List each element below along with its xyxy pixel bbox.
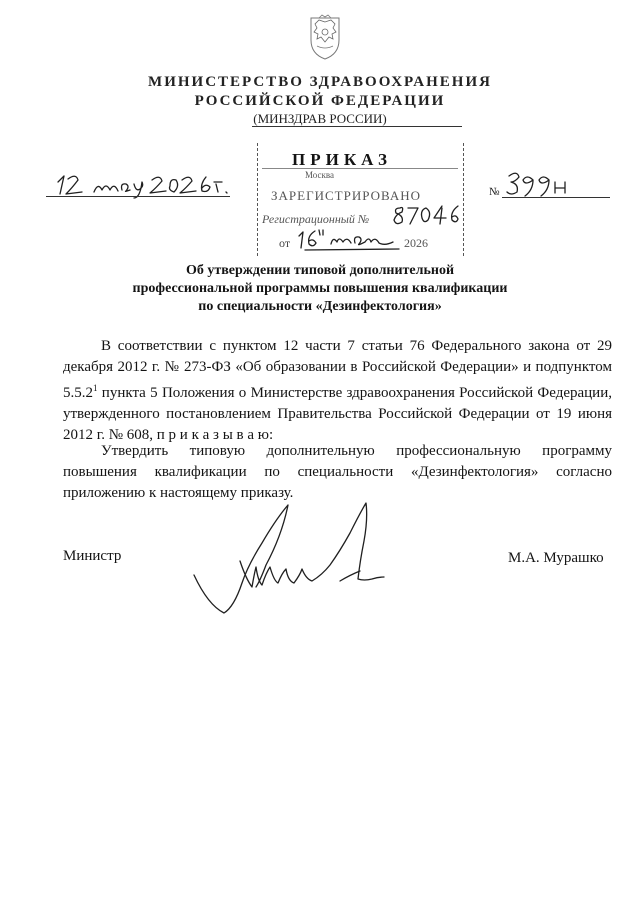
signer-name: М.А. Мурашко bbox=[508, 550, 604, 566]
org-name-line2: РОССИЙСКОЙ ФЕДЕРАЦИИ bbox=[194, 93, 446, 109]
signer-title: Министр bbox=[63, 548, 122, 564]
number-underline bbox=[502, 197, 610, 198]
stamp-reg-number-label: Регистрационный № bbox=[262, 212, 370, 226]
paragraph1-superscript: 1 bbox=[93, 383, 98, 393]
org-name-line1: МИНИСТЕРСТВО ЗДРАВООХРАНЕНИЯ bbox=[148, 74, 492, 90]
coat-of-arms-icon bbox=[305, 12, 345, 60]
stamp-registered: ЗАРЕГИСТРИРОВАНО bbox=[271, 188, 421, 203]
paragraph1-part-b: пункта 5 Положения о Министерстве здравоохранения Российской Федерации, утвержденного постановлением Правительства Российской Федерации от 19 июня 2012 г. № 608, bbox=[63, 385, 612, 443]
org-short-name: (МИНЗДРАВ РОССИИ) bbox=[253, 111, 387, 126]
handwritten-reg-date bbox=[295, 226, 405, 252]
handwritten-order-number bbox=[505, 168, 575, 200]
paragraph1-part-a: В соответствии с пунктом 12 части 7 статьи 76 Федерального закона от 29 декабря 2012 г. № 273-ФЗ «Об образовании в Российской Федерации» и подпунктом 5.5.2 bbox=[63, 338, 612, 401]
subject-line3: по специальности «Дезинфектология» bbox=[198, 299, 442, 314]
stamp-year: 2026 bbox=[404, 236, 428, 250]
number-label: № bbox=[489, 186, 500, 198]
body-paragraph-1 bbox=[63, 336, 612, 446]
subject-line2: профессиональной программы повышения квалификации bbox=[132, 281, 508, 296]
date-underline bbox=[46, 196, 230, 197]
city-label: Москва bbox=[305, 170, 334, 180]
stamp-date-prefix: от bbox=[279, 236, 291, 250]
subject-line1: Об утверждении типовой дополнительной bbox=[185, 263, 455, 278]
handwritten-reg-number bbox=[392, 202, 462, 228]
handwritten-signature bbox=[190, 495, 390, 620]
order-title: ПРИКАЗ bbox=[292, 150, 392, 169]
org-underline bbox=[252, 126, 462, 127]
order-keyword: п р и к а з ы в а ю: bbox=[156, 427, 274, 443]
body-paragraph-2: Утвердить типовую дополнительную профессиональную программу повышения квалификации по специальности «Дезинфектология» согласно приложению к настоящему приказу. bbox=[63, 443, 612, 501]
